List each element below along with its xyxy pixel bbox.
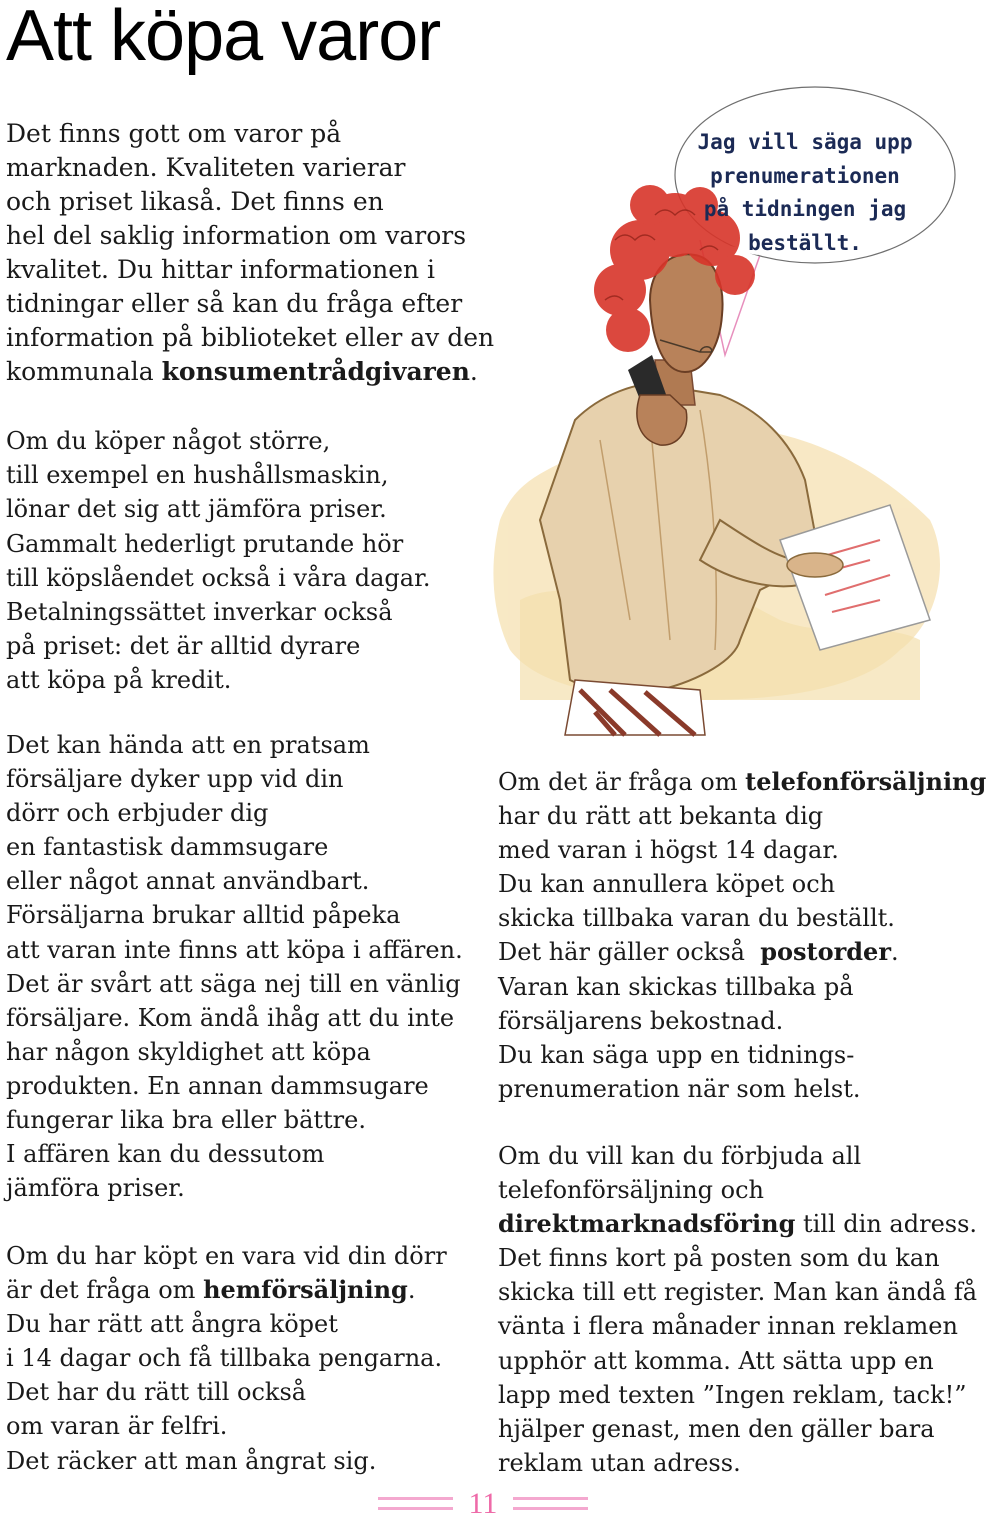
door-sales-line: har någon skyldighet att köpa [6, 1037, 371, 1066]
home-sales-line [6, 1273, 447, 1307]
door-sales-line: en fantastisk dammsugare [6, 833, 329, 862]
home-sales-line: Det har du rätt till också [6, 1378, 307, 1407]
speech-line: på tidningen jag [703, 197, 907, 221]
direct-marketing-line: Om du vill kan du förbjuda all [498, 1142, 862, 1170]
compare-line: Gammalt hederligt prutande hör [6, 529, 404, 558]
intro-line: information på biblioteket eller av den [6, 323, 495, 352]
intro-line: kvalitet. Du hittar informationen i [6, 255, 436, 284]
door-sales-line: Det är svårt att säga nej till en vänlig [6, 969, 461, 998]
direct-marketing-text: till din adress. [795, 1210, 978, 1239]
phone-sales-text: Om det är fråga om [498, 768, 746, 796]
compare-line: att köpa på kredit. [6, 666, 232, 695]
phone-sales-line: skicka tillbaka varan du beställt. [498, 904, 895, 933]
intro-line: tidningar eller så kan du fråga efter [6, 289, 463, 318]
door-sales-line: Det kan hända att en pratsam [6, 731, 370, 759]
door-sales-line: I affären kan du dessutom [6, 1140, 325, 1169]
keyword-telefonforsaljning: telefonförsäljning [745, 767, 986, 796]
compare-line: Betalningssättet inverkar också [6, 598, 393, 627]
phone-sales-line: prenumeration när som helst. [498, 1074, 861, 1103]
home-sales-paragraph [6, 1239, 447, 1478]
direct-marketing-line: telefonförsäljning och [498, 1176, 764, 1205]
home-sales-line: i 14 dagar och få tillbaka pengarna. [6, 1344, 443, 1373]
phone-sales-line [498, 935, 986, 969]
intro-line: hel del saklig information om varors [6, 221, 467, 250]
punctuation: . [469, 357, 478, 386]
home-sales-line: Du har rätt att ångra köpet [6, 1310, 338, 1339]
direct-marketing-line: lapp med texten ”Ingen reklam, tack!” [498, 1380, 967, 1409]
phone-sales-line: har du rätt att bekanta dig [498, 802, 824, 831]
door-sales-line: jämföra priser. [6, 1174, 185, 1203]
phone-sales-text: Det här gäller också [498, 938, 761, 967]
compare-line: på priset: det är alltid dyrare [6, 632, 361, 661]
door-sales-line: försäljare. Kom ändå ihåg att du inte [6, 1003, 455, 1032]
direct-marketing-line: vänta i flera månader innan reklamen [498, 1312, 958, 1341]
phone-sales-line: Du kan säga upp en tidnings- [498, 1040, 855, 1069]
compare-line: till köpslåendet också i våra dagar. [6, 563, 431, 592]
phone-sales-line: försäljarens bekostnad. [498, 1006, 784, 1035]
intro-line: marknaden. Kvaliteten varierar [6, 153, 406, 182]
phone-sales-line: med varan i högst 14 dagar. [498, 836, 839, 865]
direct-marketing-line: upphör att komma. Att sätta upp en [498, 1346, 934, 1375]
page-footer [378, 1484, 588, 1524]
punctuation: . [407, 1276, 416, 1305]
home-sales-line: Om du har köpt en vara vid din dörr [6, 1242, 447, 1270]
keyword-hemforsaljning: hemförsäljning [203, 1275, 408, 1305]
home-sales-text: är det fråga om [6, 1276, 204, 1305]
direct-marketing-line: Det finns kort på posten som du kan [498, 1244, 940, 1273]
intro-line: Det finns gott om varor på [6, 119, 342, 148]
keyword-direktmarknadsforing: direktmarknadsföring [498, 1209, 796, 1239]
home-sales-line: Det räcker att man ångrat sig. [6, 1446, 377, 1475]
door-sales-line: att varan inte finns att köpa i affären. [6, 935, 463, 964]
door-sales-line: fungerar lika bra eller bättre. [6, 1106, 366, 1135]
phone-sales-line [498, 765, 986, 799]
compare-line: lönar det sig att jämföra priser. [6, 495, 387, 524]
compare-line: till exempel en hushållsmaskin, [6, 461, 389, 490]
compare-paragraph [6, 424, 431, 698]
page-number: 11 [468, 1487, 498, 1520]
phone-sales-line: Du kan annullera köpet och [498, 870, 836, 899]
speech-line: Jag vill säga upp [697, 130, 913, 154]
intro-line: och priset likaså. Det finns en [6, 187, 384, 216]
intro-paragraph [6, 117, 494, 389]
home-sales-line: om varan är felfri. [6, 1412, 228, 1441]
door-sales-line: produkten. En annan dammsugare [6, 1071, 429, 1100]
punctuation: . [890, 938, 899, 967]
door-sales-paragraph [6, 728, 463, 1205]
door-sales-line: Försäljarna brukar alltid påpeka [6, 901, 401, 930]
compare-line: Om du köper något större, [6, 427, 331, 455]
door-sales-line: eller något annat användbart. [6, 867, 370, 896]
phone-sales-paragraph [498, 765, 986, 1106]
direct-marketing-line: skicka till ett register. Man kan ändå få [498, 1278, 978, 1307]
keyword-postorder: postorder [760, 937, 891, 967]
speech-line: beställt. [748, 230, 862, 255]
intro-text: kommunala [6, 357, 162, 386]
speech-bubble-text [680, 126, 930, 260]
keyword-konsumentradgivaren: konsumentrådgivaren [161, 357, 470, 386]
door-sales-line: försäljare dyker upp vid din [6, 765, 344, 794]
direct-marketing-line: reklam utan adress. [498, 1448, 741, 1477]
intro-line-last [6, 355, 494, 389]
door-sales-line: dörr och erbjuder dig [6, 799, 269, 828]
direct-marketing-line [498, 1207, 977, 1241]
direct-marketing-paragraph [498, 1139, 977, 1480]
phone-sales-line: Varan kan skickas tillbaka på [498, 972, 854, 1001]
speech-line: prenumerationen [710, 163, 900, 188]
page-title: Att köpa varor [6, 0, 441, 76]
direct-marketing-line: hjälper genast, men den gäller bara [498, 1414, 935, 1443]
